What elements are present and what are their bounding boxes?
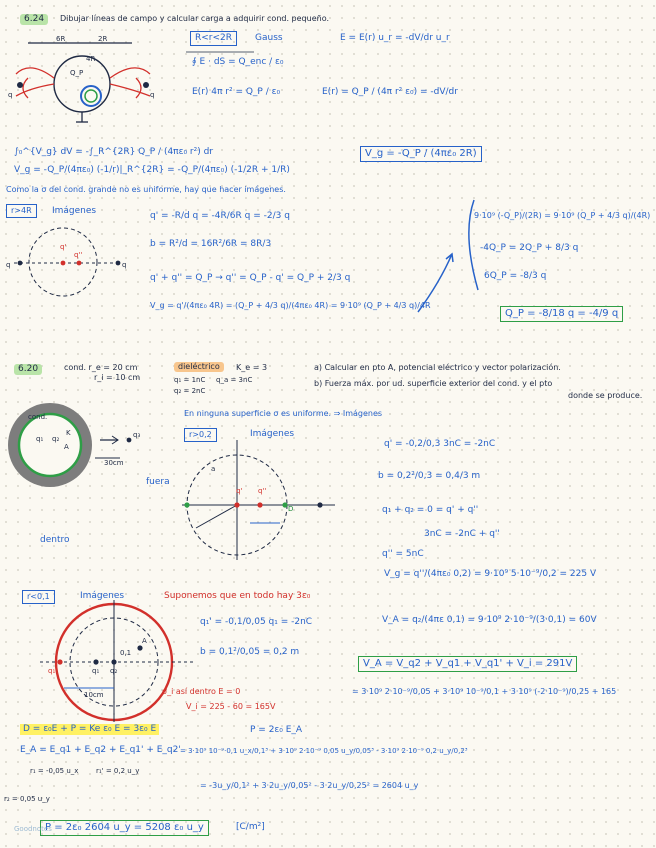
label-a-inside: A (142, 637, 147, 645)
outside-images-label: Imágenes (250, 429, 295, 439)
outside-condition: r>0,2 (184, 428, 217, 442)
cond-radius-int: r_i = 10 cm (94, 373, 141, 382)
gauss-result: E(r) 4π r² = Q_P / ε₀ (192, 87, 281, 97)
dentro-label: dentro (40, 535, 70, 545)
label-cond: cond. (28, 413, 48, 421)
charge-balance: q₁ + q₂ = 0 = q' + q'' (382, 505, 479, 515)
charge-balance-2: 3nC = -2nC + q'' (424, 529, 500, 539)
label-6r: 6R (56, 35, 66, 43)
field-definition: E = E(r) u_r = -dV/dr u_r (340, 33, 450, 43)
problem-number: 6.24 (20, 14, 48, 25)
field-result: E(r) = Q_P / (4π r² ε₀) = -dV/dr (322, 87, 458, 97)
charge-sum: q' + q'' = Q_P → q'' = Q_P - q' = Q_P + 2/3 q (150, 273, 351, 283)
label-qp: Q_P (70, 69, 84, 77)
va-calc: = 3·10⁹ 2·10⁻⁹/0,05 + 3·10⁹ 10⁻⁹/0,1 + 3·10⁹ (-2·10⁻⁹)/0,25 + 165 (352, 687, 617, 696)
inside-images-sketch (40, 600, 195, 722)
label-k: K (66, 429, 71, 437)
label-10cm: 10cm (84, 691, 104, 699)
images-sketch-1 (14, 228, 120, 296)
potential-integral: ∫₀^{V_g} dV = -∫_R^{2R} Q_P / (4πε₀ r²) dr (14, 147, 214, 157)
cond-radius-ext: cond. r_e = 20 cm (64, 363, 138, 372)
polarization-result: P = 2ε₀ 2604 u_y = 5208 ε₀ u_y (40, 820, 209, 836)
inside-images-label: Imágenes (80, 591, 125, 601)
label-a: A (64, 443, 69, 451)
q1-prime: q₁' = -0,1/0,05 q₁ = -2nC (200, 617, 313, 627)
label-q1-inside: q₁ (92, 667, 100, 675)
label-q-image-left: q (6, 261, 11, 269)
q-double-prime: q'' = 5nC (382, 549, 424, 559)
solve-step-2: -4Q_P = 2Q_P + 8/3 q (480, 243, 579, 253)
coord-r2: r₂ = 0,05 u_y (4, 795, 50, 803)
coord-r1: r₁ = -0,05 u_x (30, 767, 79, 775)
field-result-2: = -3u_y/0,1² + 3·2u_y/0,05² - 3·2u_y/0,25² = 2604 u_y (200, 781, 419, 790)
vg-image: V_g = q'/(4πε₀ 4R) = (Q_P + 4/3 q)/(4πε₀ 4R) = 9·10⁹ (Q_P + 4/3 q)/4R (150, 301, 431, 310)
no-uniform-note: En ninguna superficie σ es uniforme. ⇒ Imágenes (184, 409, 383, 418)
label-q2: q₂ (52, 435, 60, 443)
va-partial: V_A = q₂/(4πε 0,1) = 9·10⁹ 2·10⁻⁹/(3·0,1) = 60V (382, 615, 597, 625)
gauss-law: ∮ E · dS = Q_enc / ε₀ (192, 57, 284, 67)
q1-value: q₁ = 1nC (174, 376, 206, 384)
field-lines-sketch (16, 43, 150, 122)
inside-condition: r<0,1 (22, 590, 55, 604)
images-label: Imágenes (52, 206, 97, 216)
field-sum-eq: E_A = E_q1 + E_q2 + E_q1' + E_q2' (20, 745, 181, 755)
problem-number-2: 6.20 (14, 364, 42, 375)
watermark: Goodnotes (14, 825, 52, 833)
label-d: D (288, 505, 294, 513)
label-q1: q₁ (36, 435, 44, 443)
label-q3: q₃ (133, 431, 141, 439)
polarization-eq: P = 2ε₀ E_A (250, 725, 303, 735)
coord-r1-prime: r₁' = 0,2 u_y (96, 767, 140, 775)
label-q1prime: q₁' (48, 667, 58, 675)
b-distance-2: b = 0,2²/0,3 = 0,4/3 m (378, 471, 481, 481)
q-prime: q' = -R/d q = -4R/6R q = -2/3 q (150, 211, 290, 221)
problem-heading: Dibujar líneas de campo y calcular carga a adquirir cond. pequeño. (60, 14, 329, 23)
task-b-cont: donde se produce. (568, 391, 643, 400)
field-sum-calc: = 3·10⁹ 10⁻⁹·0,1 u_x/0,1³ + 3·10⁹ 2·10⁻⁹ 0,05 u_y/0,05³ - 3·10⁹ 2·10⁻⁹ 0,2 u_y/0,2³ (180, 747, 468, 755)
answer-box: Q_P = -8/18 q = -4/9 q (500, 306, 623, 322)
assumption-note: Suponemos que en todo hay 3ε₀ (164, 591, 311, 601)
b-distance-3: b = 0,1²/0,05 = 0,2 m (200, 647, 300, 657)
nonuniform-note: Como la σ del cond. grande no es uniforme, hay que hacer imágenes. (6, 185, 286, 194)
label-4r: 4R (86, 55, 96, 63)
label-a-axis: a (211, 465, 216, 473)
solve-step-3: 6Q_P = -8/3 q (484, 271, 547, 281)
label-q-left: q (8, 91, 13, 99)
region-box: R<r<2R (190, 31, 237, 46)
q2-value: q₂ = 2nC (174, 387, 206, 395)
ke-value: K_e = 3 (236, 363, 268, 372)
label-qprime-1: q' (60, 243, 67, 251)
label-q-image-right: q (122, 261, 127, 269)
method-label: Gauss (255, 33, 283, 43)
label-30cm: 30cm (104, 459, 124, 467)
vg-outside: V_g = q''/(4πε₀ 0,2) = 9·10⁹ 5·10⁻⁹/0,2 = 225 V (384, 569, 597, 579)
label-qdoubleprime-1: q'' (74, 251, 83, 259)
task-b: b) Fuerza máx. por ud. superficie exterior del cond. y el pto (314, 379, 553, 388)
dielectric-label: dieléctrico (174, 362, 224, 372)
task-a: a) Calcular en pto A, potencial eléctrico y vector polarización. (314, 363, 561, 372)
label-01: 0,1 (120, 649, 132, 657)
b-distance: b = R²/d = 16R²/6R = 8R/3 (150, 239, 272, 249)
label-qdoubleprime-2: q'' (258, 487, 267, 495)
fuera-label: fuera (146, 477, 170, 487)
images-condition: r>4R (6, 204, 37, 218)
displacement-eq: D = ε₀E + P = Ke ε₀ E = 3ε₀ E (20, 724, 159, 735)
label-q2-inside: q₂ (110, 667, 118, 675)
units-label: [C/m²] (236, 822, 265, 832)
vi-value: V_i = 225 - 60 = 165V (186, 702, 276, 711)
label-qprime-2: q' (236, 487, 243, 495)
label-q-right: q (150, 91, 155, 99)
qa-value: q_a = 3nC (216, 376, 253, 384)
integral-result: V_g = -Q_P/(4πε₀) (-1/r)|_R^{2R} = -Q_P/(4πε₀) (-1/2R + 1/R) (14, 165, 290, 175)
sigma-note: σ_i así dentro E = 0 (162, 687, 241, 696)
va-box: V_A = V_q2 + V_q1 + V_q1' + V_i = 291V (358, 656, 577, 672)
q-prime-2: q' = -0,2/0,3 3nC = -2nC (384, 439, 496, 449)
solve-step-1: 9·10⁹ (-Q_P)/(2R) = 9·10⁹ (Q_P + 4/3 q)/(4R) (474, 211, 651, 220)
outside-images-sketch (182, 440, 335, 560)
conductor-sketch (8, 403, 131, 487)
flow-arrows (418, 200, 478, 312)
label-2r: 2R (98, 35, 108, 43)
vg-box: V_g = -Q_P / (4πε₀ 2R) (360, 146, 482, 162)
